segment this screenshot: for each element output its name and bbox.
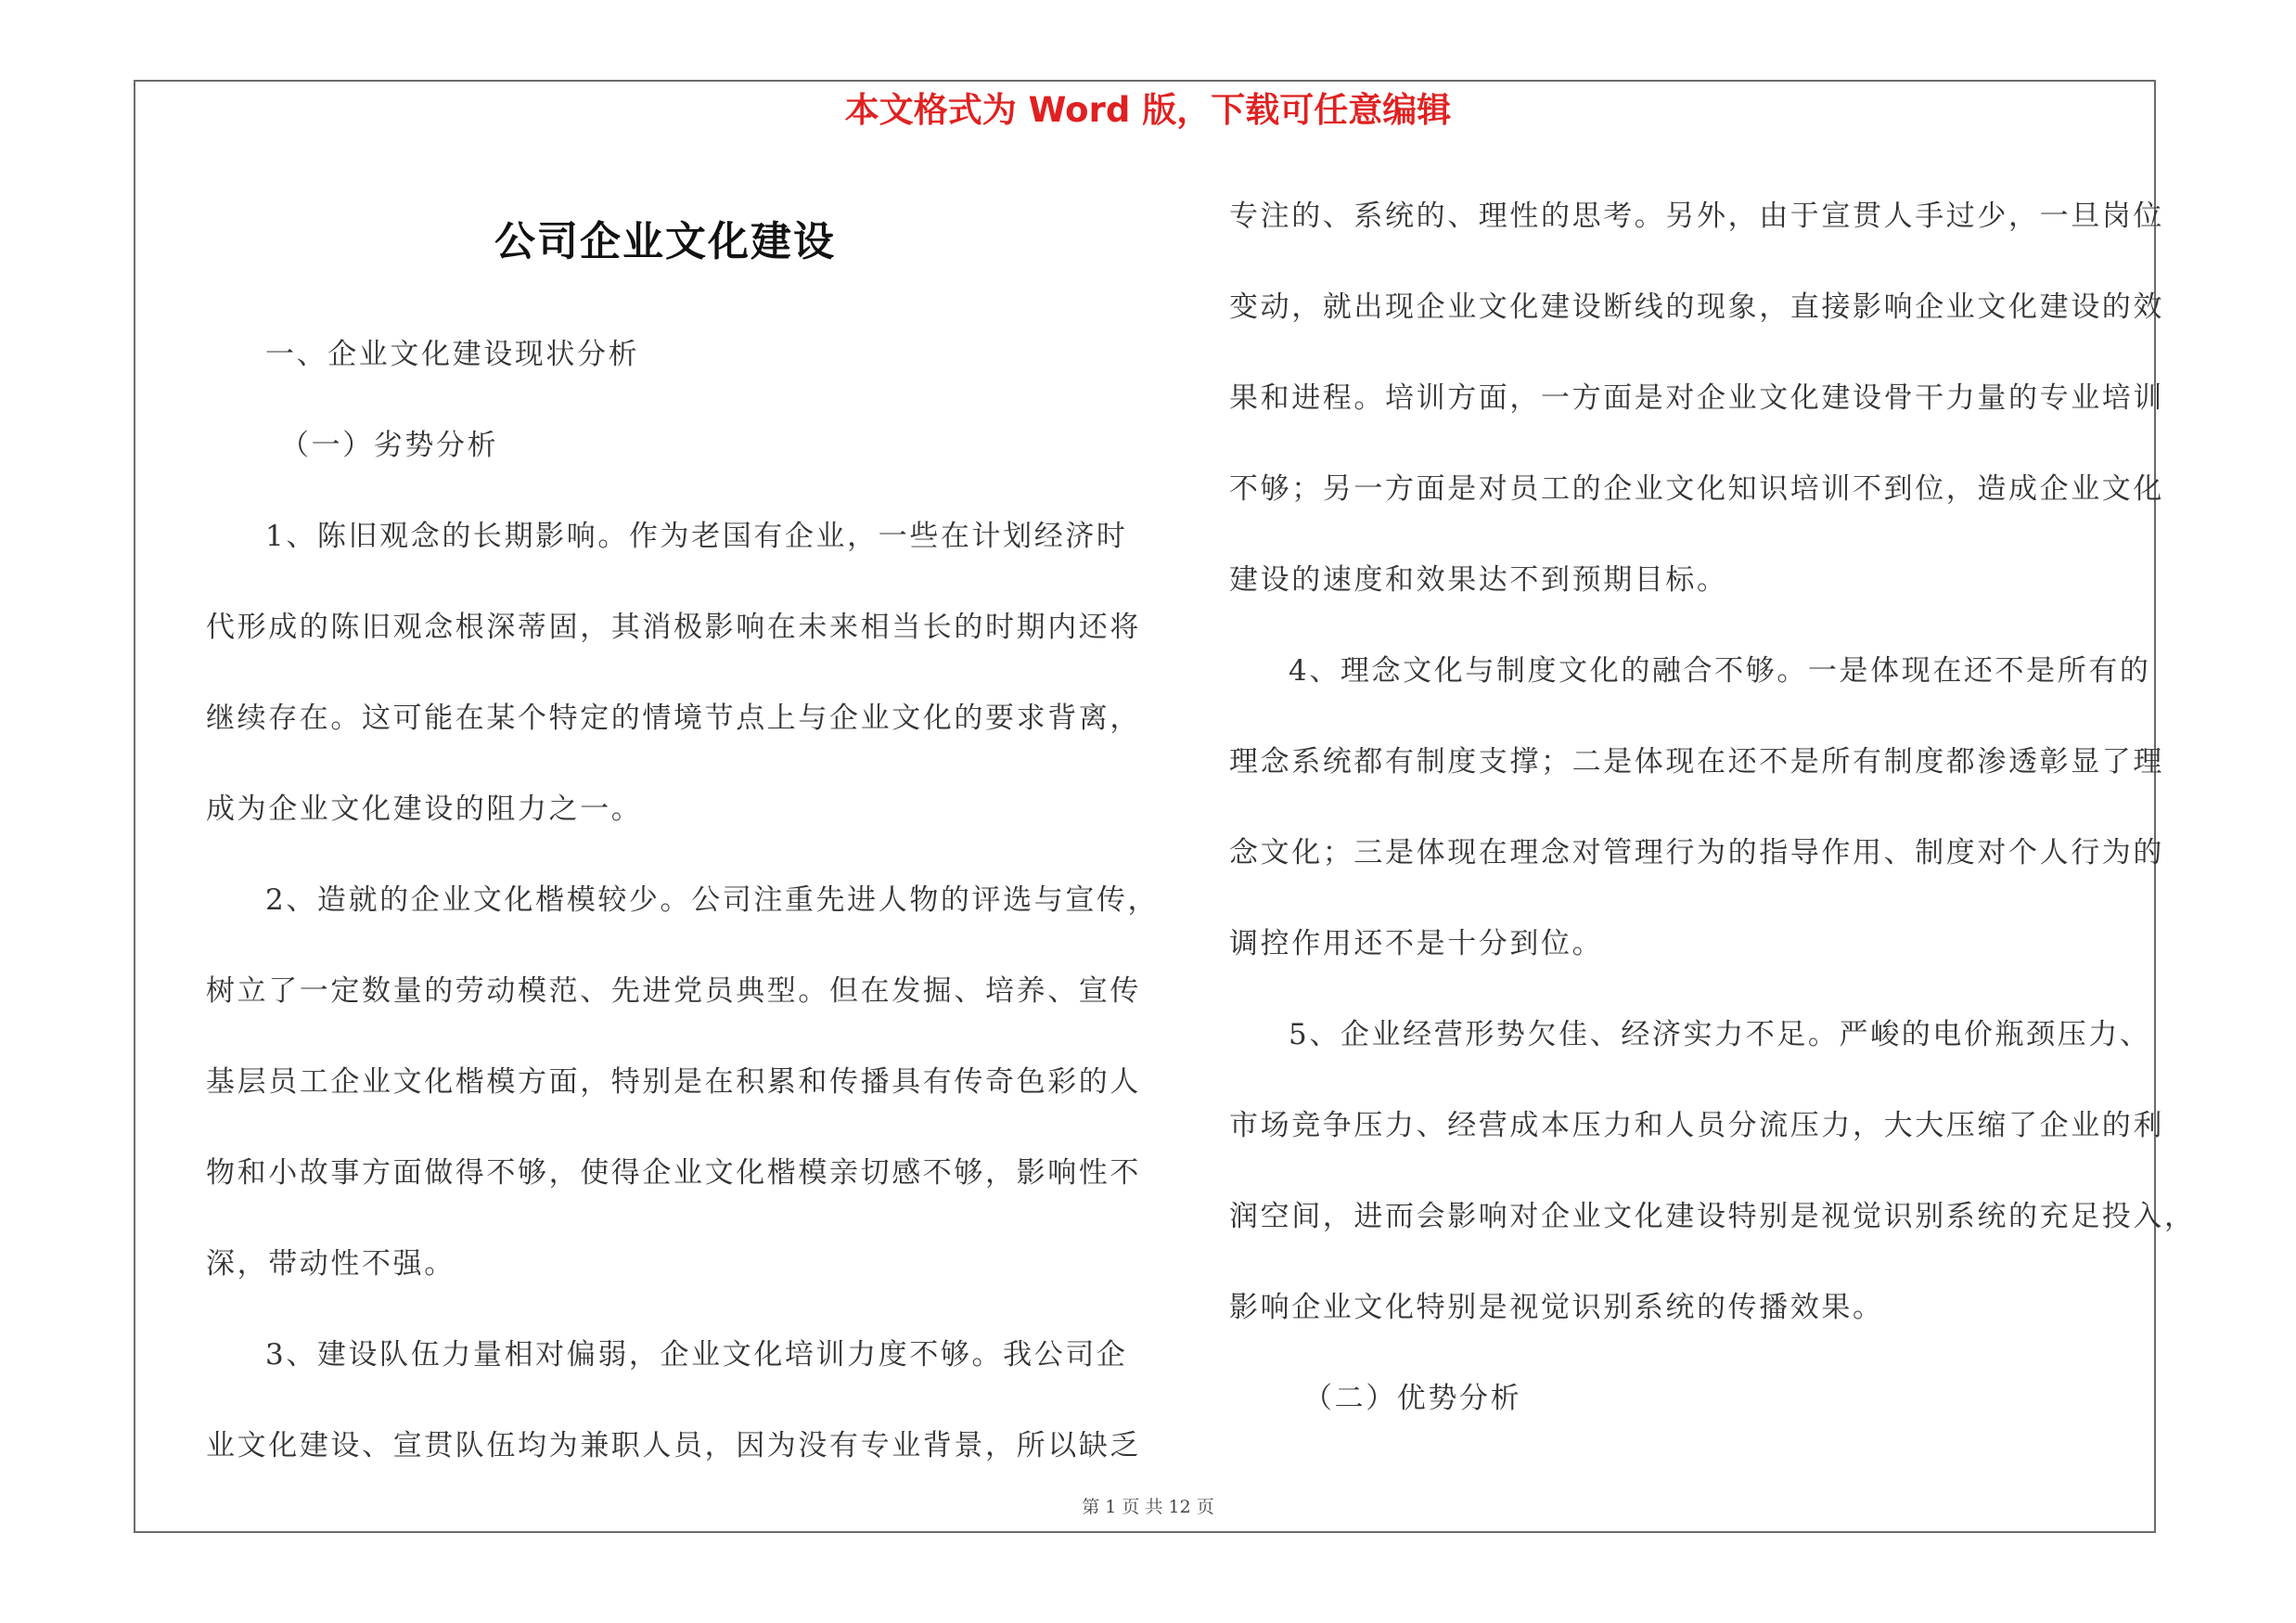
text-line: 树立了一定数量的劳动模范、先进党员典型。但在发掘、培养、宣传 [206, 974, 1141, 1008]
text-line: 业文化建设、宣贯队伍均为兼职人员，因为没有专业背景，所以缺乏 [206, 1429, 1141, 1462]
text-line: 深，带动性不强。 [206, 1247, 455, 1281]
text-line: 影响企业文化特别是视觉识别系统的传播效果。 [1229, 1291, 1884, 1324]
text-line: 基层员工企业文化楷模方面，特别是在积累和传播具有传奇色彩的人 [206, 1065, 1141, 1099]
text-line: 3、建设队伍力量相对偏弱，企业文化培训力度不够。我公司企 [265, 1338, 1128, 1372]
text-line: 专注的、系统的、理性的思考。另外，由于宣贯人手过少，一旦岗位 [1229, 200, 2164, 233]
text-line: 润空间，进而会影响对企业文化建设特别是视觉识别系统的充足投入， [1229, 1200, 2196, 1233]
text-line: 2、造就的企业文化楷模较少。公司注重先进人物的评选与宣传， [265, 883, 1160, 917]
text-line: （一）劣势分析 [280, 429, 499, 462]
text-line: 不够；另一方面是对员工的企业文化知识培训不到位，造成企业文化 [1229, 472, 2164, 506]
text-line: 变动，就出现企业文化建设断线的现象，直接影响企业文化建设的效 [1229, 290, 2164, 324]
text-line: 一、企业文化建设现状分析 [265, 338, 640, 371]
text-line: 物和小故事方面做得不够，使得企业文化楷模亲切感不够，影响性不 [206, 1156, 1141, 1190]
text-line: 1、陈旧观念的长期影响。作为老国有企业，一些在计划经济时 [265, 520, 1128, 553]
text-line: 调控作用还不是十分到位。 [1229, 927, 1604, 960]
text-line: 建设的速度和效果达不到预期目标。 [1229, 563, 1728, 597]
text-line: 4、理念文化与制度文化的融合不够。一是体现在还不是所有的 [1289, 654, 2151, 688]
text-line: 成为企业文化建设的阻力之一。 [206, 792, 643, 826]
text-line: 念文化；三是体现在理念对管理行为的指导作用、制度对个人行为的 [1229, 836, 2164, 869]
text-line: 继续存在。这可能在某个特定的情境节点上与企业文化的要求背离， [206, 702, 1141, 735]
text-line: 市场竞争压力、经营成本压力和人员分流压力，大大压缩了企业的利 [1229, 1109, 2164, 1142]
document-title: 公司企业文化建设 [494, 218, 836, 265]
text-line: 5、企业经营形势欠佳、经济实力不足。严峻的电价瓶颈压力、 [1289, 1018, 2151, 1051]
text-line: 理念系统都有制度支撑；二是体现在还不是所有制度都渗透彰显了理 [1229, 745, 2164, 779]
text-line: 代形成的陈旧观念根深蒂固，其消极影响在未来相当长的时期内还将 [206, 611, 1141, 644]
text-line: 果和进程。培训方面，一方面是对企业文化建设骨干力量的专业培训 [1229, 381, 2164, 415]
text-line: （二）优势分析 [1303, 1382, 1522, 1415]
word-format-banner: 本文格式为 Word 版，下载可任意编辑 [844, 90, 1452, 130]
page-number-footer: 第 1 页 共 12 页 [1082, 1497, 1214, 1517]
